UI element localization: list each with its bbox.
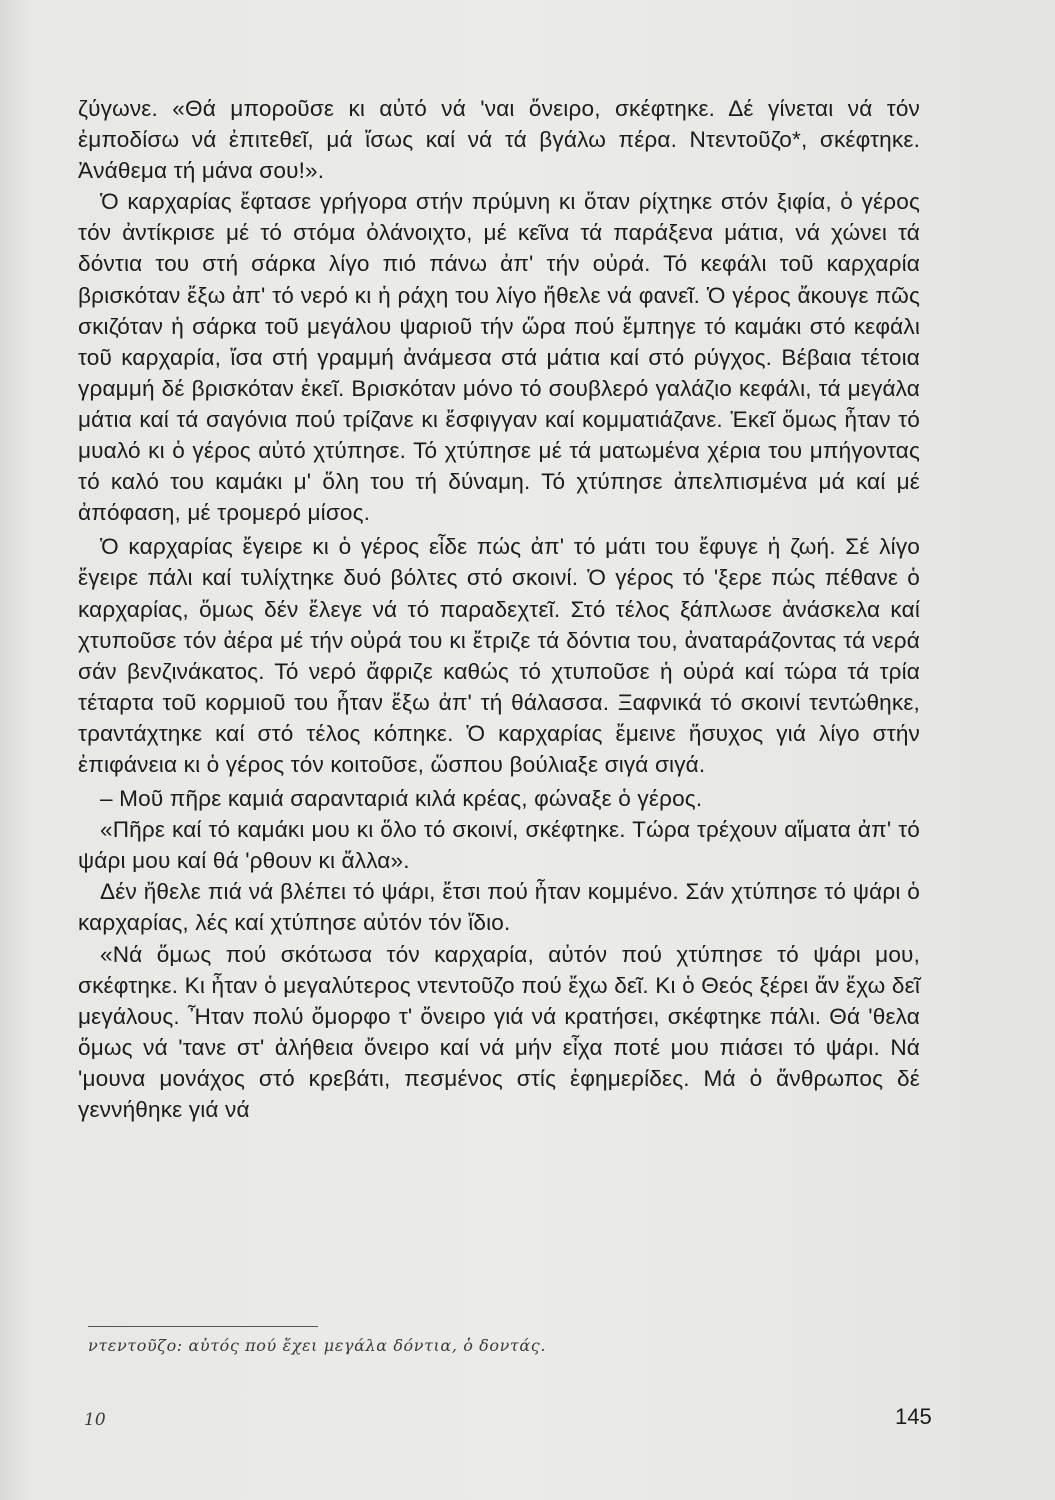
paragraph: «Πῆρε καί τό καμάκι μου κι ὅλο τό σκοινί, σκέφτηκε. Τώρα τρέχουν αἵματα ἀπ' τό ψάρι μου καί θά 'ρθουν κι ἄλλα». <box>78 817 920 874</box>
signature-mark: 10 <box>84 1410 106 1430</box>
footnote-divider <box>88 1326 318 1327</box>
footnote: ντεντοῦζο: αὐτός πού ἔχει μεγάλα δόντια, ὁ δοντάς. <box>88 1336 547 1355</box>
paragraph: Ὁ καρχαρίας ἔγειρε κι ὁ γέρος εἶδε πώς ἀπ' τό μάτι του ἔφυγε ἡ ζωή. Σέ λίγο ἔγειρε πάλι καί τυλίχτηκε δυό βόλτες στό σκοινί. Ὁ γέρος τό 'ξερε πώς πέθανε ὁ καρχαρίας, ὅμως δέν ἔλεγε νά τό παραδεχτεῖ. Στό τέλος ξάπλωσε ἀνάσκελα καί χτυποῦσε τόν ἀέρα μέ τήν οὐρά του κι ἔτριζε τά δόντια του, ἀναταράζοντας τά νερά σάν βενζινάκατος. Τό νερό ἄφριζε καθώς τό χτυποῦσε ἡ οὐρά καί τώρα τά τρία τέταρτα τοῦ κορμιοῦ του ἦταν ἔξω ἀπ' τή θάλασσα. Ξαφνικά τό σκοινί τεντώθηκε, τραντάχτηκε καί στό τέλος κόπηκε. Ὁ καρχαρίας ἔμεινε ἥσυχος γιά λίγο στήν ἐπιφάνεια κι ὁ γέρος τόν κοιτοῦσε, ὥσπου βούλιαξε σιγά σιγά. <box>78 534 920 777</box>
page-number: 145 <box>895 1404 932 1429</box>
dialogue-line: – Μοῦ πῆρε καμιά σαρανταριά κιλά κρέας, φώναξε ὁ γέρος. <box>100 786 703 812</box>
paragraph: Ὁ καρχαρίας ἔφτασε γρήγορα στήν πρύμνη κι ὅταν ρίχτηκε στόν ξιφία, ὁ γέρος τόν ἀντίκρισε μέ τό στόμα ὀλάνοιχτο, μέ κεῖνα τά παράξενα μάτια, νά χώνει τά δόντια του στή σάρκα λίγο πιό πάνω ἀπ' τήν οὐρά. Τό κεφάλι τοῦ καρχαρία βρισκόταν ἔξω ἀπ' τό νερό κι ἡ ράχη του λίγο ἤθελε νά φανεῖ. Ὁ γέρος ἄκουγε πῶς σκιζόταν ἡ σάρκα τοῦ μεγάλου ψαριοῦ τήν ὥρα πού ἔμπηγε τό καμάκι στό κεφάλι τοῦ καρχαρία, ἴσα στή γραμμή ἀνάμεσα στά μάτια καί στό ρύγχος. Βέβαια τέτοια γραμμή δέ βρισκόταν ἐκεῖ. Βρισκόταν μόνο τό σουβλερό γαλάζιο κεφάλι, τά μεγάλα μάτια καί τά σαγόνια πού τρίζανε κι ἔσφιγγαν καί κομματιάζανε. Ἐκεῖ ὅμως ἦταν τό μυαλό κι ὁ γέρος αὐτό χτύπησε. Τό χτύπησε μέ τά ματωμένα χέρια του μπήγοντας τό καλό του καμάκι μ' ὅλη του τή δύναμη. Τό χτύπησε ἀπελπισμένα μά καί μέ ἀπόφαση, μέ τρομερό μίσος. <box>78 189 920 526</box>
body-text <box>78 93 920 1125</box>
paragraph: «Νά ὅμως πού σκότωσα τόν καρχαρία, αὐτόν πού χτύπησε τό ψάρι μου, σκέφτηκε. Κι ἦταν ὁ μεγαλύτερος ντεντοῦζο πού ἔχω δεῖ. Κι ὁ Θεός ξέρει ἄν ἔχω δεῖ μεγάλους. Ἦταν πολύ ὄμορφο τ' ὄνειρο γιά νά κρατήσει, σκέφτηκε πάλι. Θά 'θελα ὅμως νά 'τανε στ' ἀλήθεια ὄνειρο καί νά μήν εἶχα ποτέ μου πιάσει τό ψάρι. Νά 'μουνα μονάχος στό κρεβάτι, πεσμένος στίς ἐφημερίδες. Μά ὁ ἄνθρωπος δέ γεννήθηκε γιά νά <box>78 941 920 1122</box>
paragraph: ζύγωνε. «Θά μποροῦσε κι αὐτό νά 'ναι ὄνειρο, σκέφτηκε. Δέ γίνεται νά τόν ἐμποδίσω νά ἐπιτεθεῖ, μά ἴσως καί νά τά βγάλω πέρα. Ντεντοῦζο*, σκέφτηκε. Ἀνάθεμα τή μάνα σου!». <box>78 96 920 184</box>
paragraph: Δέν ἤθελε πιά νά βλέπει τό ψάρι, ἔτσι πού ἦταν κομμένο. Σάν χτύπησε τό ψάρι ὁ καρχαρίας, λές καί χτύπησε αὐτόν τόν ἴδιο. <box>78 879 920 936</box>
